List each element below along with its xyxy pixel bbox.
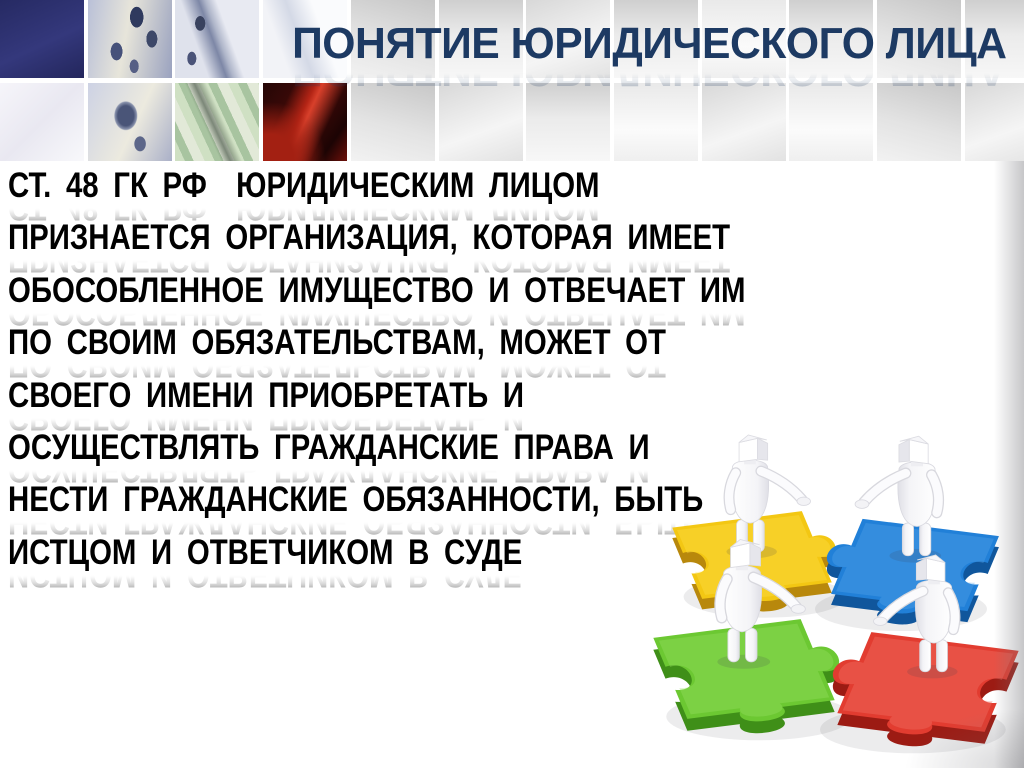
definition-line-wrap — [8, 168, 768, 220]
definition-line-wrap — [8, 325, 768, 377]
definition-line-wrap — [8, 270, 768, 325]
definition-line-wrap — [8, 220, 768, 272]
mosaic-tile-gray-c — [439, 83, 523, 161]
definition-line: ПРИЗНАЕТСЯ ОРГАНИЗАЦИЯ, КОТОРАЯ ИМЕЕТ — [8, 218, 731, 258]
slide-title: ПОНЯТИЕ ЮРИДИЧЕСКОГО ЛИЦА — [291, 19, 1006, 68]
mosaic-tile-photo-person — [88, 83, 172, 161]
mosaic-tile-navy — [0, 0, 84, 78]
definition-line: ИСТЦОМ И ОТВЕТЧИКОМ В СУДЕ — [8, 532, 523, 572]
mosaic-tile-red-satin — [263, 83, 347, 161]
mosaic-tile-gray-c — [702, 83, 786, 161]
mosaic-tile-photo-stairs — [175, 0, 259, 78]
definition-line: ОБОСОБЛЕННОЕ ИМУЩЕСТВО И ОТВЕЧАЕТ ИМ — [8, 270, 746, 310]
definition-line: ПО СВОИМ ОБЯЗАТЕЛЬСТВАМ, МОЖЕТ ОТ — [8, 323, 667, 363]
definition-line: НЕСТИ ГРАЖДАНСКИЕ ОБЯЗАННОСТИ, БЫТЬ — [8, 480, 704, 520]
mosaic-tile-gray-a — [526, 83, 610, 161]
mosaic-tile-gray-d — [789, 83, 873, 161]
definition-line-wrap — [8, 375, 768, 430]
teamwork-puzzle-illustration — [645, 424, 1024, 768]
definition-line: СТ. 48 ГК РФ ЮРИДИЧЕСКИМ ЛИЦОМ — [8, 166, 600, 205]
mosaic-tile-white-soft — [0, 83, 84, 161]
mosaic-tile-gray-b — [351, 83, 435, 161]
mosaic-tile-photo-crowd — [88, 0, 172, 78]
definition-line: СВОЕГО ИМЕНИ ПРИОБРЕТАТЬ И — [8, 375, 525, 415]
mosaic-tile-gray-b — [877, 83, 961, 161]
mosaic-tile-gray-c — [965, 83, 1024, 161]
definition-line: ОСУЩЕСТВЛЯТЬ ГРАЖДАНСКИЕ ПРАВА И — [8, 427, 650, 467]
mosaic-tile-photo-green — [175, 83, 259, 161]
puzzle-yellow-group — [672, 435, 854, 619]
mosaic-tile-gray-d — [614, 83, 698, 161]
banner — [0, 0, 1024, 161]
